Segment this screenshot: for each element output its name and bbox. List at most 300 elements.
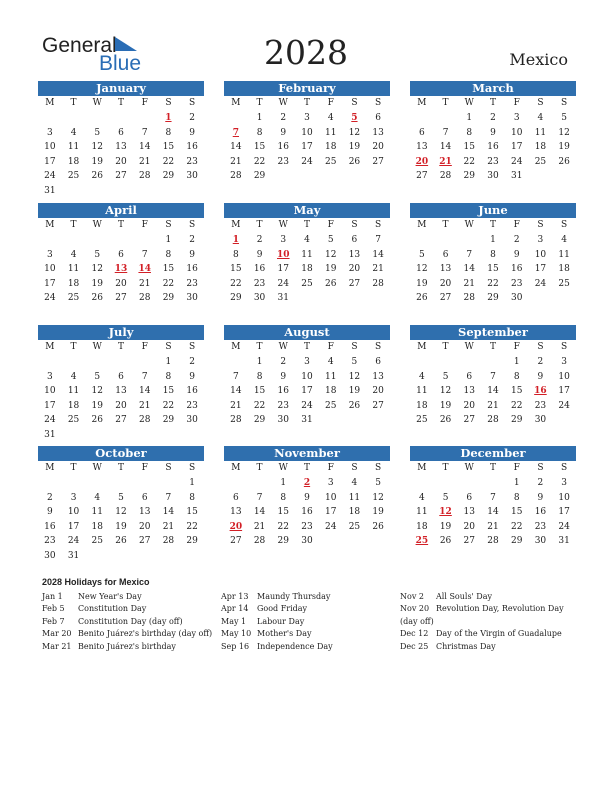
day-cell: 13 bbox=[372, 127, 384, 138]
day-cell: 28 bbox=[138, 293, 151, 304]
day-cell: 10 bbox=[558, 492, 570, 503]
day-cell: 18 bbox=[416, 400, 428, 411]
empty-day-cell bbox=[109, 476, 133, 491]
weekday-label: T bbox=[117, 342, 124, 352]
weekday-label: S bbox=[189, 342, 196, 352]
day-cell: 5 bbox=[327, 235, 334, 245]
day-grid bbox=[410, 111, 576, 184]
day-cell: 4 bbox=[327, 113, 334, 123]
day-cell: 6 bbox=[118, 249, 124, 260]
day-cell: 19 bbox=[115, 521, 127, 532]
day-cell: 12 bbox=[324, 249, 337, 260]
day-cell: 9 bbox=[537, 371, 544, 382]
weekday-label: S bbox=[537, 98, 544, 108]
day-cell: 12 bbox=[91, 386, 103, 397]
day-cell: 1 bbox=[490, 235, 496, 245]
day-cell: 3 bbox=[70, 492, 77, 503]
holiday-name: Maundy Thursday bbox=[257, 592, 331, 601]
holiday-row bbox=[400, 641, 564, 653]
holiday-column bbox=[42, 591, 212, 653]
day-cell: 9 bbox=[189, 127, 195, 138]
weekday-label: S bbox=[375, 342, 382, 352]
day-cell: 7 bbox=[232, 371, 239, 382]
day-cell: 11 bbox=[324, 371, 337, 382]
day-cell: 13 bbox=[230, 507, 242, 518]
weekday-header bbox=[38, 96, 204, 111]
weekday-label: S bbox=[537, 463, 544, 473]
day-cell: 22 bbox=[162, 400, 175, 411]
day-cell: 5 bbox=[94, 249, 101, 260]
day-cell: 9 bbox=[256, 249, 263, 260]
weekday-label: T bbox=[70, 463, 77, 473]
day-cell: 30 bbox=[277, 415, 289, 426]
day-cell: 7 bbox=[165, 492, 172, 503]
day-cell: 8 bbox=[513, 492, 520, 503]
weekday-header bbox=[224, 96, 390, 111]
empty-day-cell bbox=[85, 233, 109, 248]
day-cell: 8 bbox=[165, 127, 172, 138]
day-cell: 26 bbox=[348, 156, 361, 167]
holiday-day-cell bbox=[224, 520, 248, 535]
day-cell: 30 bbox=[534, 415, 547, 426]
day-grid bbox=[224, 233, 390, 306]
day-cell: 28 bbox=[439, 171, 452, 182]
day-cell: 17 bbox=[324, 507, 337, 518]
weekday-label: F bbox=[327, 463, 334, 473]
holidays-title: 2028 Holidays for Mexico bbox=[42, 577, 150, 587]
day-cell: 6 bbox=[118, 127, 124, 138]
day-cell: 24 bbox=[67, 536, 80, 547]
day-cell: 15 bbox=[253, 386, 266, 397]
day-cell: 8 bbox=[256, 371, 263, 382]
day-cell: 10 bbox=[534, 249, 547, 260]
day-cell: 7 bbox=[466, 249, 473, 260]
day-cell: 30 bbox=[253, 293, 266, 304]
day-grid bbox=[410, 355, 576, 428]
day-cell: 22 bbox=[510, 521, 523, 532]
weekday-label: T bbox=[442, 463, 449, 473]
day-cell: 22 bbox=[230, 278, 242, 289]
day-cell: 18 bbox=[324, 386, 337, 397]
holiday-day-cell bbox=[410, 155, 434, 170]
month-title: June bbox=[410, 203, 576, 218]
day-cell: 26 bbox=[558, 156, 570, 167]
day-cell: 6 bbox=[351, 235, 358, 245]
holiday-day-number: 1 bbox=[165, 113, 172, 123]
logo-word-general: General bbox=[42, 34, 117, 57]
day-cell: 2 bbox=[256, 235, 263, 245]
day-cell: 21 bbox=[487, 521, 499, 532]
day-cell: 11 bbox=[67, 142, 80, 153]
holiday-day-cell bbox=[271, 248, 295, 263]
day-cell: 4 bbox=[561, 235, 567, 245]
day-cell: 23 bbox=[510, 278, 523, 289]
holiday-row bbox=[400, 591, 564, 603]
day-cell: 27 bbox=[115, 171, 127, 182]
month-title: August bbox=[224, 325, 390, 340]
weekday-header bbox=[410, 340, 576, 355]
month-april bbox=[38, 203, 204, 306]
empty-day-cell bbox=[410, 111, 434, 126]
day-cell: 11 bbox=[301, 249, 313, 260]
holiday-day-cell bbox=[109, 262, 133, 277]
month-title: January bbox=[38, 81, 204, 96]
empty-day-cell bbox=[38, 233, 62, 248]
day-grid bbox=[38, 355, 204, 443]
day-grid bbox=[224, 476, 390, 549]
day-cell: 6 bbox=[466, 371, 473, 382]
holiday-day-cell bbox=[434, 505, 458, 520]
holiday-row bbox=[221, 591, 333, 603]
holiday-name: Benito Juárez's birthday bbox=[78, 641, 176, 651]
holiday-name: Mother's Day bbox=[257, 629, 312, 639]
day-cell: 26 bbox=[91, 171, 103, 182]
day-cell: 25 bbox=[416, 415, 428, 426]
day-cell: 20 bbox=[115, 400, 127, 411]
month-title: February bbox=[224, 81, 390, 96]
weekday-label: S bbox=[561, 98, 568, 108]
day-cell: 17 bbox=[301, 386, 313, 397]
weekday-label: T bbox=[303, 342, 310, 352]
day-cell: 18 bbox=[348, 507, 361, 518]
day-cell: 24 bbox=[301, 400, 313, 411]
day-cell: 20 bbox=[138, 521, 151, 532]
empty-day-cell bbox=[410, 476, 434, 491]
day-cell: 5 bbox=[442, 492, 449, 503]
day-cell: 16 bbox=[186, 386, 198, 397]
day-cell: 7 bbox=[141, 127, 148, 138]
day-grid bbox=[38, 233, 204, 306]
weekday-label: T bbox=[256, 98, 263, 108]
day-cell: 3 bbox=[304, 357, 310, 367]
empty-day-cell bbox=[85, 355, 109, 370]
day-cell: 16 bbox=[277, 142, 289, 153]
weekday-header bbox=[38, 218, 204, 233]
weekday-label: W bbox=[464, 220, 474, 230]
day-cell: 3 bbox=[537, 235, 544, 245]
day-cell: 2 bbox=[189, 357, 195, 367]
day-cell: 2 bbox=[280, 113, 287, 123]
holiday-day-cell bbox=[133, 262, 157, 277]
month-march bbox=[410, 81, 576, 184]
weekday-label: M bbox=[417, 220, 427, 230]
weekday-label: S bbox=[561, 463, 568, 473]
day-cell: 25 bbox=[67, 293, 80, 304]
day-cell: 10 bbox=[44, 142, 56, 153]
empty-day-cell bbox=[410, 355, 434, 370]
empty-day-cell bbox=[62, 355, 86, 370]
weekday-header bbox=[410, 461, 576, 476]
day-cell: 5 bbox=[418, 249, 425, 260]
empty-day-cell bbox=[62, 233, 86, 248]
weekday-label: S bbox=[165, 98, 172, 108]
day-cell: 29 bbox=[277, 536, 289, 547]
holiday-day-number: 21 bbox=[439, 156, 452, 167]
day-cell: 22 bbox=[186, 521, 198, 532]
holiday-date: May 1 bbox=[221, 616, 247, 626]
day-cell: 22 bbox=[463, 156, 475, 167]
holiday-column bbox=[221, 591, 333, 653]
holiday-name: New Year's Day bbox=[78, 592, 142, 601]
empty-day-cell bbox=[133, 111, 157, 126]
weekday-label: W bbox=[464, 98, 474, 108]
weekday-label: F bbox=[327, 98, 334, 108]
day-cell: 31 bbox=[301, 415, 313, 426]
day-cell: 28 bbox=[230, 171, 242, 182]
holiday-row bbox=[42, 591, 212, 603]
day-cell: 7 bbox=[256, 492, 263, 503]
day-cell: 15 bbox=[162, 142, 175, 153]
empty-day-cell bbox=[457, 233, 481, 248]
day-cell: 31 bbox=[44, 185, 56, 196]
holiday-row bbox=[400, 628, 564, 640]
weekday-label: S bbox=[561, 342, 568, 352]
day-cell: 1 bbox=[189, 478, 195, 488]
weekday-label: T bbox=[303, 220, 310, 230]
holiday-day-number: 2 bbox=[303, 478, 311, 488]
holiday-date: Sep 16 bbox=[221, 641, 250, 651]
day-cell: 21 bbox=[138, 400, 151, 411]
day-cell: 11 bbox=[67, 386, 80, 397]
holiday-date: Apr 13 bbox=[221, 592, 249, 601]
day-cell: 30 bbox=[186, 171, 198, 182]
empty-day-cell bbox=[434, 233, 458, 248]
empty-day-cell bbox=[224, 476, 248, 491]
day-cell: 2 bbox=[46, 492, 53, 503]
day-cell: 9 bbox=[304, 492, 310, 503]
weekday-label: M bbox=[231, 342, 241, 352]
holiday-row bbox=[42, 628, 212, 640]
day-cell: 16 bbox=[301, 507, 313, 518]
day-cell: 19 bbox=[324, 264, 337, 275]
day-cell: 8 bbox=[256, 127, 263, 138]
weekday-label: S bbox=[165, 220, 172, 230]
day-cell: 27 bbox=[115, 415, 127, 426]
holiday-date: Dec 12 bbox=[400, 629, 429, 639]
day-cell: 23 bbox=[487, 156, 499, 167]
day-grid bbox=[224, 355, 390, 428]
day-cell: 12 bbox=[91, 264, 103, 275]
holiday-day-cell bbox=[434, 155, 458, 170]
day-cell: 5 bbox=[351, 357, 358, 367]
day-cell: 2 bbox=[537, 357, 544, 367]
weekday-header bbox=[38, 461, 204, 476]
day-cell: 19 bbox=[91, 400, 103, 411]
month-may bbox=[224, 203, 390, 306]
day-cell: 23 bbox=[186, 156, 198, 167]
day-cell: 7 bbox=[490, 371, 496, 382]
empty-day-cell bbox=[434, 111, 458, 126]
day-cell: 12 bbox=[439, 386, 452, 397]
weekday-label: T bbox=[117, 98, 124, 108]
weekday-header bbox=[224, 461, 390, 476]
day-cell: 4 bbox=[537, 113, 544, 123]
month-february bbox=[224, 81, 390, 184]
day-cell: 15 bbox=[277, 507, 289, 518]
day-cell: 28 bbox=[162, 536, 175, 547]
day-cell: 29 bbox=[253, 171, 266, 182]
day-cell: 10 bbox=[44, 386, 56, 397]
holiday-row bbox=[42, 616, 212, 628]
day-cell: 31 bbox=[67, 550, 80, 561]
day-cell: 18 bbox=[534, 142, 547, 153]
day-cell: 31 bbox=[277, 293, 289, 304]
day-cell: 11 bbox=[67, 264, 80, 275]
holiday-row bbox=[42, 641, 212, 653]
day-cell: 13 bbox=[348, 249, 361, 260]
day-cell: 27 bbox=[439, 293, 452, 304]
holiday-day-number: 16 bbox=[534, 386, 547, 397]
day-cell: 19 bbox=[439, 521, 452, 532]
empty-day-cell bbox=[133, 355, 157, 370]
day-cell: 27 bbox=[372, 156, 384, 167]
day-cell: 16 bbox=[534, 507, 547, 518]
weekday-label: S bbox=[165, 463, 172, 473]
day-cell: 27 bbox=[230, 536, 242, 547]
holiday-date: Dec 25 bbox=[400, 641, 429, 651]
weekday-label: M bbox=[417, 342, 427, 352]
day-cell: 1 bbox=[256, 357, 263, 367]
month-september bbox=[410, 325, 576, 428]
day-cell: 12 bbox=[91, 142, 103, 153]
day-cell: 23 bbox=[301, 521, 313, 532]
empty-day-cell bbox=[481, 355, 505, 370]
day-cell: 14 bbox=[439, 142, 452, 153]
empty-day-cell bbox=[38, 476, 62, 491]
day-cell: 11 bbox=[558, 249, 570, 260]
weekday-label: F bbox=[513, 98, 520, 108]
weekday-label: T bbox=[70, 342, 77, 352]
day-cell: 20 bbox=[115, 278, 127, 289]
day-cell: 7 bbox=[375, 235, 381, 245]
day-cell: 11 bbox=[416, 507, 428, 518]
day-cell: 17 bbox=[44, 400, 56, 411]
weekday-label: F bbox=[327, 220, 334, 230]
day-cell: 8 bbox=[165, 371, 172, 382]
day-cell: 15 bbox=[510, 507, 523, 518]
day-cell: 15 bbox=[230, 264, 242, 275]
weekday-label: F bbox=[141, 220, 148, 230]
weekday-label: S bbox=[351, 220, 358, 230]
day-cell: 10 bbox=[67, 507, 80, 518]
day-cell: 26 bbox=[439, 415, 452, 426]
day-cell: 13 bbox=[372, 371, 384, 382]
day-cell: 3 bbox=[46, 371, 53, 382]
weekday-label: F bbox=[513, 463, 520, 473]
empty-day-cell bbox=[62, 476, 86, 491]
day-cell: 13 bbox=[416, 142, 428, 153]
day-grid bbox=[38, 111, 204, 199]
day-cell: 1 bbox=[466, 113, 473, 123]
day-cell: 13 bbox=[463, 386, 475, 397]
weekday-label: M bbox=[231, 220, 241, 230]
day-cell: 14 bbox=[372, 249, 384, 260]
day-cell: 10 bbox=[301, 371, 313, 382]
weekday-label: W bbox=[464, 342, 474, 352]
day-cell: 30 bbox=[487, 171, 499, 182]
month-july bbox=[38, 325, 204, 443]
day-cell: 20 bbox=[463, 400, 475, 411]
day-cell: 27 bbox=[372, 400, 384, 411]
empty-day-cell bbox=[434, 476, 458, 491]
holiday-row bbox=[221, 603, 333, 615]
day-cell: 26 bbox=[115, 536, 127, 547]
day-cell: 11 bbox=[91, 507, 103, 518]
day-cell: 13 bbox=[138, 507, 151, 518]
empty-day-cell bbox=[62, 111, 86, 126]
day-cell: 20 bbox=[439, 278, 452, 289]
empty-day-cell bbox=[38, 111, 62, 126]
holiday-day-number: 14 bbox=[138, 264, 151, 275]
weekday-label: T bbox=[442, 98, 449, 108]
holiday-day-cell bbox=[224, 126, 248, 141]
day-cell: 2 bbox=[490, 113, 496, 123]
holiday-name: Christmas Day bbox=[436, 641, 496, 651]
holiday-row bbox=[400, 603, 564, 615]
day-cell: 29 bbox=[230, 293, 242, 304]
holiday-row bbox=[221, 616, 333, 628]
day-cell: 26 bbox=[439, 536, 452, 547]
day-cell: 11 bbox=[348, 492, 361, 503]
day-cell: 1 bbox=[165, 357, 172, 367]
day-cell: 23 bbox=[534, 521, 547, 532]
weekday-label: T bbox=[70, 98, 77, 108]
day-cell: 6 bbox=[375, 113, 381, 123]
day-cell: 26 bbox=[416, 293, 428, 304]
day-cell: 24 bbox=[510, 156, 523, 167]
day-cell: 2 bbox=[537, 478, 544, 488]
holiday-day-cell bbox=[529, 384, 553, 399]
holiday-date: Feb 5 bbox=[42, 604, 65, 614]
holiday-name: (day off) bbox=[400, 616, 434, 626]
day-cell: 26 bbox=[372, 521, 384, 532]
day-cell: 11 bbox=[534, 127, 547, 138]
weekday-header bbox=[224, 218, 390, 233]
day-cell: 24 bbox=[534, 278, 547, 289]
day-cell: 21 bbox=[253, 521, 266, 532]
day-cell: 5 bbox=[118, 492, 124, 503]
day-cell: 23 bbox=[277, 400, 289, 411]
weekday-label: M bbox=[231, 463, 241, 473]
day-cell: 14 bbox=[162, 507, 175, 518]
day-cell: 23 bbox=[44, 536, 56, 547]
month-august bbox=[224, 325, 390, 428]
day-cell: 31 bbox=[44, 429, 56, 440]
day-cell: 18 bbox=[91, 521, 103, 532]
day-cell: 19 bbox=[558, 142, 570, 153]
empty-day-cell bbox=[109, 355, 133, 370]
day-cell: 28 bbox=[463, 293, 475, 304]
day-cell: 20 bbox=[115, 156, 127, 167]
day-cell: 25 bbox=[67, 171, 80, 182]
day-cell: 1 bbox=[165, 235, 172, 245]
day-cell: 29 bbox=[510, 536, 523, 547]
weekday-label: T bbox=[489, 342, 496, 352]
weekday-label: S bbox=[351, 342, 358, 352]
empty-day-cell bbox=[224, 355, 248, 370]
day-cell: 29 bbox=[510, 415, 523, 426]
month-november bbox=[224, 446, 390, 549]
holiday-name: Constitution Day bbox=[78, 604, 147, 614]
day-cell: 1 bbox=[256, 113, 263, 123]
day-cell: 21 bbox=[487, 400, 499, 411]
day-cell: 5 bbox=[561, 113, 567, 123]
day-cell: 4 bbox=[70, 249, 77, 260]
empty-day-cell bbox=[85, 111, 109, 126]
day-cell: 2 bbox=[189, 235, 195, 245]
day-cell: 14 bbox=[138, 386, 151, 397]
holiday-name: All Souls' Day bbox=[436, 592, 492, 601]
